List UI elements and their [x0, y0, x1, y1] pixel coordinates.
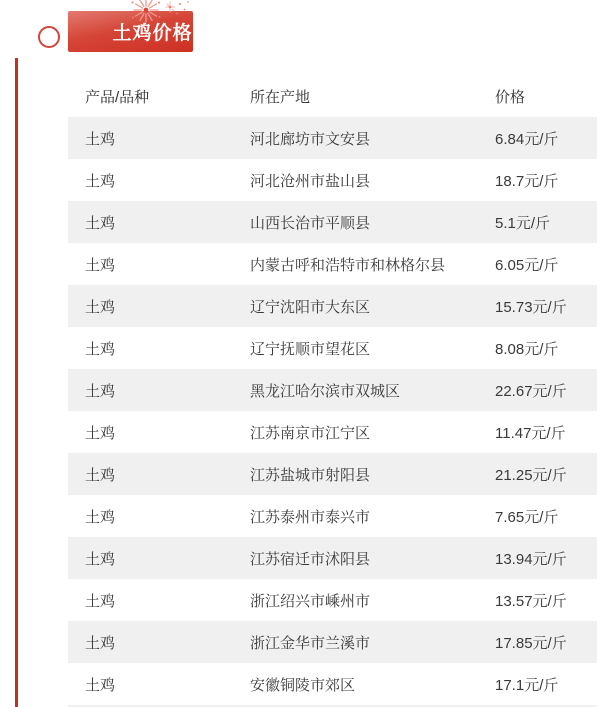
row-origin: 辽宁抚顺市望花区: [250, 340, 371, 358]
column-header-product: 产品/品种: [85, 88, 150, 106]
column-header-origin: 所在产地: [250, 88, 311, 106]
row-price: 17.1元/斤: [495, 676, 559, 694]
table-row: [68, 579, 597, 621]
table-row: [68, 663, 597, 705]
row-origin: 河北廊坊市文安县: [250, 130, 371, 148]
row-origin: 安徽铜陵市郊区: [250, 676, 356, 694]
row-origin: 浙江绍兴市嵊州市: [250, 592, 371, 610]
row-price: 22.67元/斤: [495, 382, 567, 400]
row-origin: 浙江金华市兰溪市: [250, 634, 371, 652]
circle-outline-icon: [38, 26, 60, 48]
table-row: [68, 537, 597, 579]
row-price: 5.1元/斤: [495, 214, 551, 232]
row-origin: 江苏泰州市泰兴市: [250, 508, 371, 526]
table-row: [68, 369, 597, 411]
row-product: 土鸡: [85, 424, 116, 442]
firework-icon: [122, 0, 192, 32]
section-title: 土鸡价格: [112, 23, 193, 44]
row-product: 土鸡: [85, 382, 116, 400]
left-accent-line: [15, 58, 18, 707]
table-row: [68, 201, 597, 243]
table-row: [68, 495, 597, 537]
row-price: 17.85元/斤: [495, 634, 567, 652]
row-price: 8.08元/斤: [495, 340, 559, 358]
row-origin: 河北沧州市盐山县: [250, 172, 371, 190]
row-product: 土鸡: [85, 214, 116, 232]
row-origin: 内蒙古呼和浩特市和林格尔县: [250, 256, 446, 274]
row-origin: 江苏盐城市射阳县: [250, 466, 371, 484]
row-price: 7.65元/斤: [495, 508, 559, 526]
row-price: 18.7元/斤: [495, 172, 559, 190]
table-row: [68, 159, 597, 201]
row-origin: 黑龙江哈尔滨市双城区: [250, 382, 401, 400]
table-row: [68, 117, 597, 159]
row-product: 土鸡: [85, 340, 116, 358]
table-row: [68, 243, 597, 285]
row-price: 13.94元/斤: [495, 550, 567, 568]
row-price: 11.47元/斤: [495, 424, 566, 442]
row-product: 土鸡: [85, 130, 116, 148]
row-price: 21.25元/斤: [495, 466, 567, 484]
row-product: 土鸡: [85, 550, 116, 568]
table-row: [68, 327, 597, 369]
table-header-row: [68, 75, 597, 117]
column-header-price: 价格: [495, 88, 526, 106]
row-price: 6.84元/斤: [495, 130, 559, 148]
row-origin: 江苏宿迁市沭阳县: [250, 550, 371, 568]
row-origin: 江苏南京市江宁区: [250, 424, 371, 442]
row-product: 土鸡: [85, 676, 116, 694]
row-product: 土鸡: [85, 172, 116, 190]
row-price: 6.05元/斤: [495, 256, 559, 274]
row-price: 13.57元/斤: [495, 592, 567, 610]
price-table: [68, 75, 597, 707]
table-row: [68, 285, 597, 327]
row-product: 土鸡: [85, 508, 116, 526]
row-product: 土鸡: [85, 634, 116, 652]
row-product: 土鸡: [85, 256, 116, 274]
row-origin: 辽宁沈阳市大东区: [250, 298, 371, 316]
row-origin: 山西长治市平顺县: [250, 214, 371, 232]
table-body: [68, 117, 597, 705]
row-price: 15.73元/斤: [495, 298, 567, 316]
row-product: 土鸡: [85, 592, 116, 610]
table-row: [68, 411, 597, 453]
row-product: 土鸡: [85, 298, 116, 316]
row-product: 土鸡: [85, 466, 116, 484]
table-row: [68, 453, 597, 495]
table-row: [68, 621, 597, 663]
